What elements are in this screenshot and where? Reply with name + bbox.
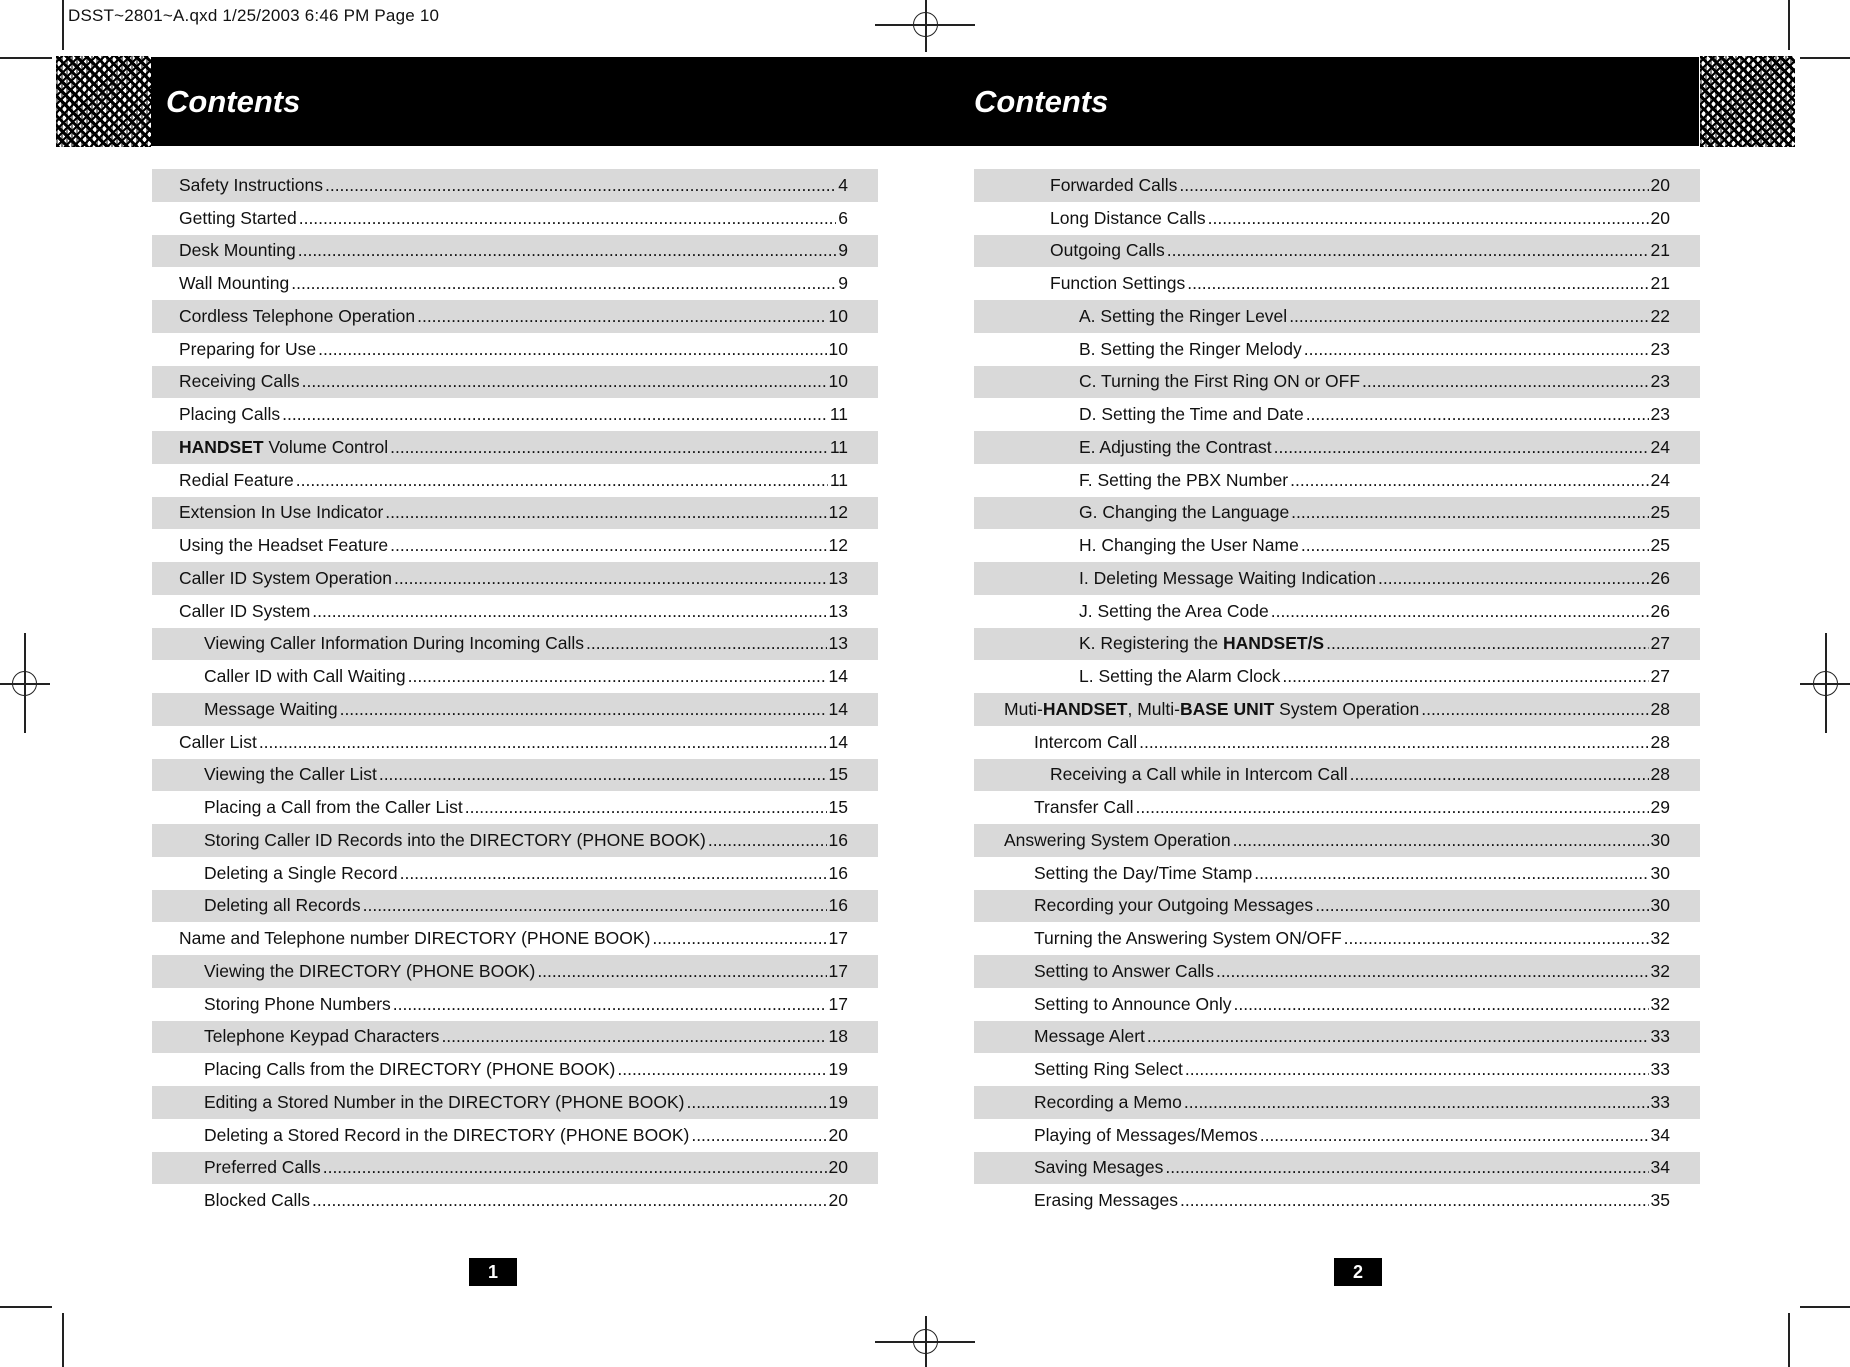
toc-entry-page: 21 — [1650, 273, 1670, 294]
toc-entry-title: Viewing the Caller List — [204, 764, 377, 785]
toc-entry-page: 35 — [1650, 1190, 1670, 1211]
toc-entry — [152, 988, 878, 1021]
toc-leader-dots — [400, 863, 827, 884]
toc-leader-dots — [298, 240, 837, 261]
toc-entry — [152, 497, 878, 530]
toc-entry — [152, 595, 878, 628]
toc-leader-dots — [1185, 1059, 1649, 1080]
toc-entry — [152, 366, 878, 399]
toc-leader-dots — [1378, 568, 1649, 589]
left-toc — [152, 169, 878, 1217]
toc-entry-page: 11 — [829, 436, 848, 457]
toc-entry-page: 28 — [1650, 731, 1670, 752]
right-toc — [974, 169, 1700, 1217]
toc-entry — [974, 890, 1700, 923]
toc-entry-title: Message Waiting — [204, 698, 338, 719]
toc-entry-page: 20 — [828, 1157, 848, 1178]
toc-entry — [974, 202, 1700, 235]
toc-leader-dots — [1289, 306, 1648, 327]
toc-entry-page: 17 — [828, 960, 848, 981]
crop-mark-br-h — [1800, 1306, 1850, 1308]
toc-entry — [974, 759, 1700, 792]
toc-entry-page: 33 — [1650, 1026, 1670, 1047]
toc-leader-dots — [379, 764, 827, 785]
toc-leader-dots — [1315, 895, 1648, 916]
toc-leader-dots — [1184, 1092, 1649, 1113]
toc-entry-page: 24 — [1650, 469, 1670, 490]
toc-entry — [152, 857, 878, 890]
header-pattern-right — [1700, 56, 1795, 147]
toc-leader-dots — [1291, 502, 1648, 523]
toc-entry-page: 13 — [828, 600, 848, 621]
toc-entry — [974, 497, 1700, 530]
toc-leader-dots — [537, 961, 826, 982]
print-slug: DSST~2801~A.qxd 1/25/2003 6:46 PM Page 10 — [68, 6, 440, 25]
toc-entry — [152, 562, 878, 595]
toc-entry — [974, 791, 1700, 824]
toc-entry-page: 13 — [828, 567, 848, 588]
toc-leader-dots — [393, 994, 827, 1015]
toc-entry-title: E. Adjusting the Contrast — [1079, 436, 1272, 457]
toc-leader-dots — [1421, 699, 1648, 720]
toc-entry — [974, 529, 1700, 562]
toc-entry — [152, 1184, 878, 1217]
toc-leader-dots — [465, 797, 827, 818]
toc-entry — [974, 988, 1700, 1021]
toc-entry-page: 9 — [838, 273, 848, 294]
toc-entry-page: 10 — [828, 371, 848, 392]
toc-entry — [152, 202, 878, 235]
left-page-number: 1 — [469, 1258, 517, 1286]
toc-leader-dots — [586, 633, 827, 654]
toc-leader-dots — [312, 1190, 827, 1211]
toc-entry-title: Viewing the DIRECTORY (PHONE BOOK) — [204, 960, 536, 981]
toc-leader-dots — [340, 699, 827, 720]
toc-entry-page: 21 — [1650, 240, 1670, 261]
toc-leader-dots — [1179, 175, 1648, 196]
toc-entry — [152, 1119, 878, 1152]
toc-entry — [974, 333, 1700, 366]
toc-entry — [152, 1152, 878, 1185]
header-bar — [151, 57, 1699, 146]
toc-entry — [974, 267, 1700, 300]
toc-leader-dots — [686, 1092, 826, 1113]
toc-entry — [152, 759, 878, 792]
toc-entry — [974, 366, 1700, 399]
toc-entry — [974, 595, 1700, 628]
toc-entry-title: Saving Mesages — [1034, 1157, 1164, 1178]
toc-entry-page: 30 — [1650, 895, 1670, 916]
left-page-title: Contents — [166, 84, 301, 119]
toc-leader-dots — [1301, 535, 1649, 556]
toc-leader-dots — [1271, 601, 1649, 622]
toc-entry — [152, 235, 878, 268]
toc-entry — [152, 333, 878, 366]
toc-leader-dots — [1344, 928, 1649, 949]
toc-entry-page: 32 — [1650, 928, 1670, 949]
toc-entry — [974, 1119, 1700, 1152]
toc-entry-title: Safety Instructions — [179, 174, 323, 195]
toc-leader-dots — [1350, 764, 1649, 785]
toc-entry-title: Caller List — [179, 731, 257, 752]
toc-entry — [974, 300, 1700, 333]
toc-entry-title: Preparing for Use — [179, 338, 317, 359]
toc-leader-dots — [390, 437, 828, 458]
toc-entry-title: Deleting all Records — [204, 895, 361, 916]
toc-leader-dots — [1274, 437, 1649, 458]
toc-leader-dots — [282, 404, 828, 425]
toc-entry-title: Setting Ring Select — [1034, 1059, 1183, 1080]
toc-leader-dots — [296, 470, 828, 491]
toc-entry — [152, 398, 878, 431]
toc-entry — [152, 300, 878, 333]
toc-entry-page: 17 — [828, 993, 848, 1014]
toc-entry-page: 18 — [828, 1026, 848, 1047]
toc-entry-page: 23 — [1650, 338, 1670, 359]
toc-entry-page: 9 — [838, 240, 848, 261]
toc-entry — [152, 431, 878, 464]
toc-entry-title: D. Setting the Time and Date — [1079, 404, 1304, 425]
toc-entry-page: 33 — [1650, 1091, 1670, 1112]
toc-entry-page: 26 — [1650, 600, 1670, 621]
toc-leader-dots — [1139, 732, 1648, 753]
crop-mark-bl-h — [0, 1306, 52, 1308]
toc-leader-dots — [1233, 830, 1649, 851]
toc-entry — [152, 955, 878, 988]
toc-leader-dots — [1326, 633, 1648, 654]
toc-leader-dots — [408, 666, 827, 687]
toc-entry-title: Forwarded Calls — [1050, 174, 1178, 195]
toc-entry — [152, 169, 878, 202]
toc-leader-dots — [1254, 863, 1648, 884]
toc-entry-page: 10 — [828, 338, 848, 359]
toc-leader-dots — [1290, 470, 1648, 491]
toc-entry-title: H. Changing the User Name — [1079, 535, 1299, 556]
toc-entry-page: 15 — [828, 797, 848, 818]
toc-entry — [152, 791, 878, 824]
toc-entry-title: Receiving Calls — [179, 371, 300, 392]
toc-entry — [152, 726, 878, 759]
toc-entry — [974, 726, 1700, 759]
toc-entry-title: Placing a Call from the Caller List — [204, 797, 463, 818]
toc-entry-page: 23 — [1650, 404, 1670, 425]
toc-leader-dots — [1165, 1157, 1648, 1178]
toc-entry — [974, 693, 1700, 726]
toc-entry-page: 20 — [1650, 174, 1670, 195]
toc-entry-page: 11 — [829, 469, 848, 490]
reg-mark-bottom-circle — [913, 1329, 938, 1354]
toc-leader-dots — [1147, 1026, 1649, 1047]
toc-entry-page: 17 — [828, 928, 848, 949]
toc-entry-title: Recording a Memo — [1034, 1091, 1182, 1112]
toc-leader-dots — [1304, 339, 1649, 360]
toc-leader-dots — [708, 830, 827, 851]
toc-entry — [152, 890, 878, 923]
toc-entry-title: Storing Caller ID Records into the DIRECTORY (PHONE BOOK) — [204, 829, 706, 850]
crop-mark-tl-h — [0, 57, 52, 59]
toc-entry-title: G. Changing the Language — [1079, 502, 1290, 523]
toc-entry-page: 34 — [1650, 1157, 1670, 1178]
toc-entry — [152, 464, 878, 497]
toc-leader-dots — [1216, 961, 1649, 982]
toc-entry — [974, 628, 1700, 661]
reg-mark-left-circle — [12, 671, 37, 696]
toc-entry-page: 25 — [1650, 535, 1670, 556]
toc-entry — [152, 1086, 878, 1119]
toc-entry-page: 28 — [1650, 764, 1670, 785]
toc-leader-dots — [325, 175, 836, 196]
toc-entry-page: 20 — [828, 1190, 848, 1211]
toc-entry-title: Receiving a Call while in Intercom Call — [1050, 764, 1348, 785]
toc-entry-title: L. Setting the Alarm Clock — [1079, 666, 1281, 687]
toc-entry-title: I. Deleting Message Waiting Indication — [1079, 567, 1377, 588]
toc-entry-page: 30 — [1650, 862, 1670, 883]
toc-entry-title: Recording your Outgoing Messages — [1034, 895, 1314, 916]
toc-entry-title: Storing Phone Numbers — [204, 993, 391, 1014]
toc-leader-dots — [1282, 666, 1648, 687]
reg-mark-top-circle — [913, 12, 938, 37]
toc-entry-title: C. Turning the First Ring ON or OFF — [1079, 371, 1361, 392]
toc-entry-page: 13 — [828, 633, 848, 654]
toc-entry — [974, 398, 1700, 431]
toc-leader-dots — [441, 1026, 826, 1047]
toc-entry-title: Caller ID with Call Waiting — [204, 666, 406, 687]
toc-leader-dots — [302, 371, 827, 392]
toc-entry — [974, 1086, 1700, 1119]
toc-entry-title: Erasing Messages — [1034, 1190, 1178, 1211]
toc-entry-title: B. Setting the Ringer Melody — [1079, 338, 1302, 359]
toc-leader-dots — [1187, 273, 1648, 294]
toc-entry-title: Intercom Call — [1034, 731, 1138, 752]
toc-entry-title: K. Registering the HANDSET/S — [1079, 633, 1325, 654]
toc-entry-title: Extension In Use Indicator — [179, 502, 384, 523]
toc-entry-page: 20 — [1650, 207, 1670, 228]
toc-entry-page: 32 — [1650, 993, 1670, 1014]
toc-entry — [152, 693, 878, 726]
toc-entry — [974, 660, 1700, 693]
toc-entry-page: 23 — [1650, 371, 1670, 392]
right-page-title: Contents — [974, 84, 1109, 119]
toc-leader-dots — [617, 1059, 826, 1080]
toc-leader-dots — [259, 732, 827, 753]
toc-entry-title: Long Distance Calls — [1050, 207, 1206, 228]
toc-entry — [152, 922, 878, 955]
toc-entry — [152, 1053, 878, 1086]
crop-mark-bl-v — [62, 1313, 64, 1367]
toc-leader-dots — [1208, 208, 1649, 229]
toc-entry-page: 20 — [828, 1124, 848, 1145]
toc-entry-page: 10 — [828, 305, 848, 326]
crop-mark-tr-h — [1800, 57, 1850, 59]
toc-entry-title: Placing Calls from the DIRECTORY (PHONE BOOK) — [204, 1059, 616, 1080]
toc-entry — [974, 1053, 1700, 1086]
toc-entry — [974, 235, 1700, 268]
toc-entry — [974, 922, 1700, 955]
toc-entry-page: 28 — [1650, 698, 1670, 719]
toc-entry-page: 16 — [828, 895, 848, 916]
toc-entry-title: Deleting a Single Record — [204, 862, 398, 883]
toc-entry-title: Answering System Operation — [1004, 829, 1231, 850]
toc-entry-title: Playing of Messages/Memos — [1034, 1124, 1258, 1145]
toc-entry — [974, 431, 1700, 464]
toc-leader-dots — [691, 1125, 826, 1146]
crop-mark-tr-v — [1788, 0, 1790, 50]
toc-entry-page: 12 — [828, 502, 848, 523]
toc-entry-title: HANDSET Volume Control — [179, 436, 389, 457]
toc-entry-title: J. Setting the Area Code — [1079, 600, 1269, 621]
toc-entry-page: 14 — [828, 698, 848, 719]
toc-leader-dots — [1234, 994, 1649, 1015]
toc-entry-page: 33 — [1650, 1059, 1670, 1080]
toc-entry-page: 19 — [828, 1091, 848, 1112]
toc-entry-title: Setting the Day/Time Stamp — [1034, 862, 1253, 883]
toc-entry — [974, 824, 1700, 857]
toc-entry-title: F. Setting the PBX Number — [1079, 469, 1289, 490]
toc-leader-dots — [1306, 404, 1649, 425]
toc-entry — [152, 1021, 878, 1054]
toc-leader-dots — [417, 306, 826, 327]
toc-entry-page: 16 — [828, 862, 848, 883]
toc-entry-page: 16 — [828, 829, 848, 850]
toc-entry — [974, 464, 1700, 497]
toc-entry-page: 22 — [1650, 305, 1670, 326]
toc-leader-dots — [1260, 1125, 1649, 1146]
toc-entry-page: 12 — [828, 535, 848, 556]
toc-entry-title: Function Settings — [1050, 273, 1186, 294]
toc-entry-page: 4 — [838, 174, 848, 195]
toc-leader-dots — [291, 273, 836, 294]
toc-entry-title: Editing a Stored Number in the DIRECTORY (PHONE BOOK) — [204, 1091, 685, 1112]
toc-entry — [152, 628, 878, 661]
toc-leader-dots — [318, 339, 826, 360]
toc-entry — [152, 660, 878, 693]
toc-leader-dots — [299, 208, 837, 229]
toc-leader-dots — [312, 601, 826, 622]
toc-entry-title: Caller ID System — [179, 600, 311, 621]
toc-leader-dots — [1136, 797, 1649, 818]
toc-entry-title: Muti-HANDSET, Multi-BASE UNIT System Operation — [1004, 698, 1420, 719]
toc-entry-title: Turning the Answering System ON/OFF — [1034, 928, 1342, 949]
toc-entry-title: Name and Telephone number DIRECTORY (PHONE BOOK) — [179, 928, 651, 949]
toc-entry — [974, 169, 1700, 202]
toc-entry-page: 6 — [838, 207, 848, 228]
toc-entry-title: Message Alert — [1034, 1026, 1145, 1047]
toc-entry-title: A. Setting the Ringer Level — [1079, 305, 1288, 326]
toc-entry-title: Preferred Calls — [204, 1157, 321, 1178]
toc-entry — [974, 1152, 1700, 1185]
toc-entry — [974, 1021, 1700, 1054]
toc-entry-page: 15 — [828, 764, 848, 785]
toc-leader-dots — [1167, 240, 1649, 261]
toc-entry — [974, 955, 1700, 988]
toc-entry — [974, 857, 1700, 890]
toc-entry — [152, 267, 878, 300]
toc-entry-title: Telephone Keypad Characters — [204, 1026, 440, 1047]
toc-leader-dots — [652, 928, 826, 949]
toc-entry-page: 29 — [1650, 797, 1670, 818]
toc-entry-title: Cordless Telephone Operation — [179, 305, 416, 326]
toc-entry-title: Transfer Call — [1034, 797, 1134, 818]
crop-mark-br-v — [1788, 1313, 1790, 1367]
toc-leader-dots — [1362, 371, 1648, 392]
toc-entry-page: 26 — [1650, 567, 1670, 588]
toc-entry-title: Caller ID System Operation — [179, 567, 392, 588]
toc-leader-dots — [323, 1157, 827, 1178]
toc-entry-title: Setting to Answer Calls — [1034, 960, 1214, 981]
toc-leader-dots — [1180, 1190, 1649, 1211]
toc-entry-page: 24 — [1650, 436, 1670, 457]
toc-entry-page: 34 — [1650, 1124, 1670, 1145]
toc-entry — [152, 529, 878, 562]
toc-entry-title: Desk Mounting — [179, 240, 296, 261]
toc-entry-title: Outgoing Calls — [1050, 240, 1165, 261]
reg-mark-right-circle — [1813, 671, 1838, 696]
toc-entry-title: Placing Calls — [179, 404, 281, 425]
toc-leader-dots — [390, 535, 826, 556]
toc-entry-title: Getting Started — [179, 207, 297, 228]
toc-entry-page: 30 — [1650, 829, 1670, 850]
right-page-number: 2 — [1334, 1258, 1382, 1286]
toc-entry-title: Using the Headset Feature — [179, 535, 389, 556]
toc-entry-title: Blocked Calls — [204, 1190, 311, 1211]
toc-entry-page: 19 — [828, 1059, 848, 1080]
toc-entry-title: Redial Feature — [179, 469, 294, 490]
crop-mark-tl-v — [62, 0, 64, 50]
toc-entry-page: 27 — [1650, 666, 1670, 687]
toc-entry-page: 25 — [1650, 502, 1670, 523]
toc-entry-page: 11 — [829, 404, 848, 425]
toc-entry-page: 27 — [1650, 633, 1670, 654]
toc-leader-dots — [394, 568, 827, 589]
toc-entry — [152, 824, 878, 857]
toc-entry-title: Deleting a Stored Record in the DIRECTORY (PHONE BOOK) — [204, 1124, 690, 1145]
toc-entry-page: 14 — [828, 666, 848, 687]
toc-entry-title: Wall Mounting — [179, 273, 290, 294]
toc-entry — [974, 562, 1700, 595]
toc-entry-title: Viewing Caller Information During Incoming Calls — [204, 633, 584, 654]
toc-leader-dots — [385, 502, 826, 523]
toc-entry — [974, 1184, 1700, 1217]
toc-leader-dots — [363, 895, 827, 916]
toc-entry-title: Setting to Announce Only — [1034, 993, 1232, 1014]
toc-entry-page: 14 — [828, 731, 848, 752]
toc-entry-page: 32 — [1650, 960, 1670, 981]
header-pattern-left — [56, 56, 151, 147]
